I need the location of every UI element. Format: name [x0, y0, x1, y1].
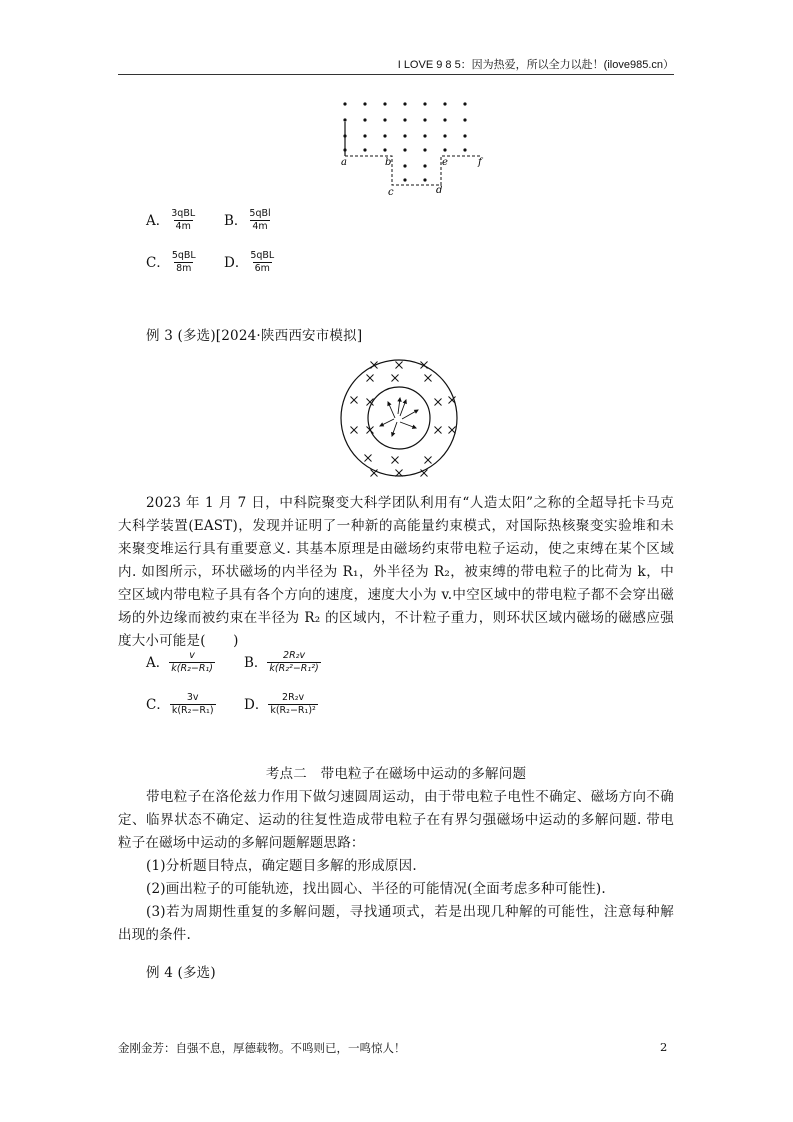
step-3-cont: 出现的条件. [118, 927, 191, 943]
field-dot [343, 118, 346, 121]
label-c: c [388, 187, 394, 197]
field-dot [423, 134, 426, 137]
ex2-option-d: D． $\frac{\text{5qBL}}{6m}$ [224, 250, 275, 274]
velocity-arrow [398, 398, 401, 414]
ex2-option-a: A． $\frac{\text{3qBL}}{4m}$ [146, 208, 196, 232]
field-dot [423, 148, 426, 151]
field-dot [403, 148, 406, 151]
page-number: 2 [660, 1040, 668, 1054]
field-dot [343, 102, 346, 105]
cross-mark [425, 375, 432, 382]
field-dot [403, 164, 406, 167]
velocity-arrow [400, 422, 416, 428]
label-e: e [442, 157, 448, 168]
field-figure-dots [330, 92, 500, 197]
cross-mark [449, 427, 456, 434]
footer-motto: 金刚金芳：自强不息，厚德载物。不鸣则已，一鸣惊人！ [118, 1041, 406, 1055]
field-dot [383, 118, 386, 121]
cross-mark [392, 375, 399, 382]
field-dot [463, 102, 466, 105]
field-dot [403, 118, 406, 121]
step-2: (2)画出粒子的可能轨迹，找出圆心、半径的可能情况(全面考虑多种可能性). [146, 881, 606, 897]
ex3-option-b: B． $\frac{\text{2R₂v}}{\text{k(R₂²−R₁²)}}$ [244, 650, 319, 674]
field-dot [423, 164, 426, 167]
field-dot [423, 118, 426, 121]
velocity-arrow [392, 422, 397, 436]
ex3-option-c: C． $\frac{3v}{\text{k(R₂−R₁)}}$ [146, 692, 214, 716]
field-dot [423, 102, 426, 105]
ex3-para-line-4: 内. 如图所示，环状磁场的内半径为 R₁，外半径为 R₂，被束缚的带电粒子的比荷为 k，中 [118, 564, 674, 580]
ex3-option-a: A． $\frac{v}{\text{k(R₂−R₁)}}$ [146, 650, 213, 674]
field-dot [383, 148, 386, 151]
field-dot [383, 134, 386, 137]
velocity-arrow [400, 400, 406, 416]
ex3-para-line-5: 空区域内带电粒子具有各个方向的速度，速度大小为 v.中空区域中的带电粒子都不会穿出磁 [118, 587, 674, 603]
ex3-para-line-7: 度大小可能是( ) [118, 633, 239, 649]
field-dot [463, 134, 466, 137]
velocity-arrow [388, 402, 395, 418]
step-3: (3)若为周期性重复的多解问题，寻找通项式，若是出现几种解的可能性，注意每种解 [146, 904, 674, 920]
page-header: I LOVE 9 8 5：因为热爱，所以全力以赴！(ilove985.cn） [118, 56, 674, 75]
cross-mark [351, 397, 358, 404]
field-dot [463, 148, 466, 151]
field-dot [383, 102, 386, 105]
ex3-option-d: D． $\frac{\text{2R₂v}}{\text{k(R₂−R₁)²}}$ [244, 692, 316, 716]
field-dot [443, 148, 446, 151]
field-dot [363, 148, 366, 151]
velocity-arrow [380, 419, 394, 426]
cross-mark [365, 455, 372, 462]
velocity-arrow [402, 410, 418, 419]
section-heading: 考点二 带电粒子在磁场中运动的多解问题 [265, 766, 527, 782]
ex2-option-b: B． $\frac{\text{5qBl}}{4m}$ [224, 208, 271, 232]
cross-mark [367, 375, 374, 382]
cross-mark [435, 427, 442, 434]
label-d: d [436, 185, 443, 196]
ex3-title: 例 3 (多选)[2024·陕西西安市模拟] [146, 328, 363, 344]
section-intro-line-3: 粒子在磁场中运动的多解问题解题思路： [118, 835, 365, 851]
field-dot [463, 118, 466, 121]
field-dot [403, 178, 406, 181]
ex3-para-line-2: 大科学装置(EAST)，发现并证明了一种新的高能量约束模式，对国际热核聚变实验堆和未 [118, 518, 674, 534]
cross-mark [435, 399, 442, 406]
cross-mark [392, 457, 399, 464]
ex2-option-c: C． $\frac{\text{5qBL}}{8m}$ [146, 250, 196, 274]
ex3-para-line-1: 2023 年 1 月 7 日，中科院聚变大科学团队利用有“人造太阳”之称的全超导托卡马克 [146, 495, 674, 511]
field-dot [423, 178, 426, 181]
field-dot [443, 118, 446, 121]
ex3-para-line-6: 场的外边缘而被约束在半径为 R₂ 的区域内，不计粒子重力，则环状区域内磁场的磁感应强 [118, 610, 674, 626]
annular-field-figure [340, 356, 460, 480]
ex4-title: 例 4 (多选) [146, 965, 216, 981]
field-dot [403, 134, 406, 137]
section-intro-line-2: 定、临界状态不确定、运动的往复性造成带电粒子在有界匀强磁场中运动的多解问题. 带电 [118, 812, 674, 828]
label-a: a [341, 157, 347, 168]
field-dot [443, 134, 446, 137]
label-b: b [385, 157, 392, 168]
step-1: (1)分析题目特点，确定题目多解的形成原因. [146, 858, 417, 874]
field-dot [363, 102, 366, 105]
field-dot [363, 134, 366, 137]
field-dot [443, 102, 446, 105]
section-intro-line-1: 带电粒子在洛伦兹力作用下做匀速圆周运动，由于带电粒子电性不确定、磁场方向不确 [146, 789, 674, 805]
cross-mark [425, 457, 432, 464]
label-f: f [478, 157, 482, 168]
field-dot [403, 102, 406, 105]
cross-mark [396, 362, 403, 369]
ex3-para-line-3: 来聚变堆运行具有重要意义. 其基本原理是由磁场约束带电粒子运动，使之束缚在某个区域 [118, 541, 674, 557]
field-dot [363, 118, 366, 121]
cross-mark [351, 427, 358, 434]
